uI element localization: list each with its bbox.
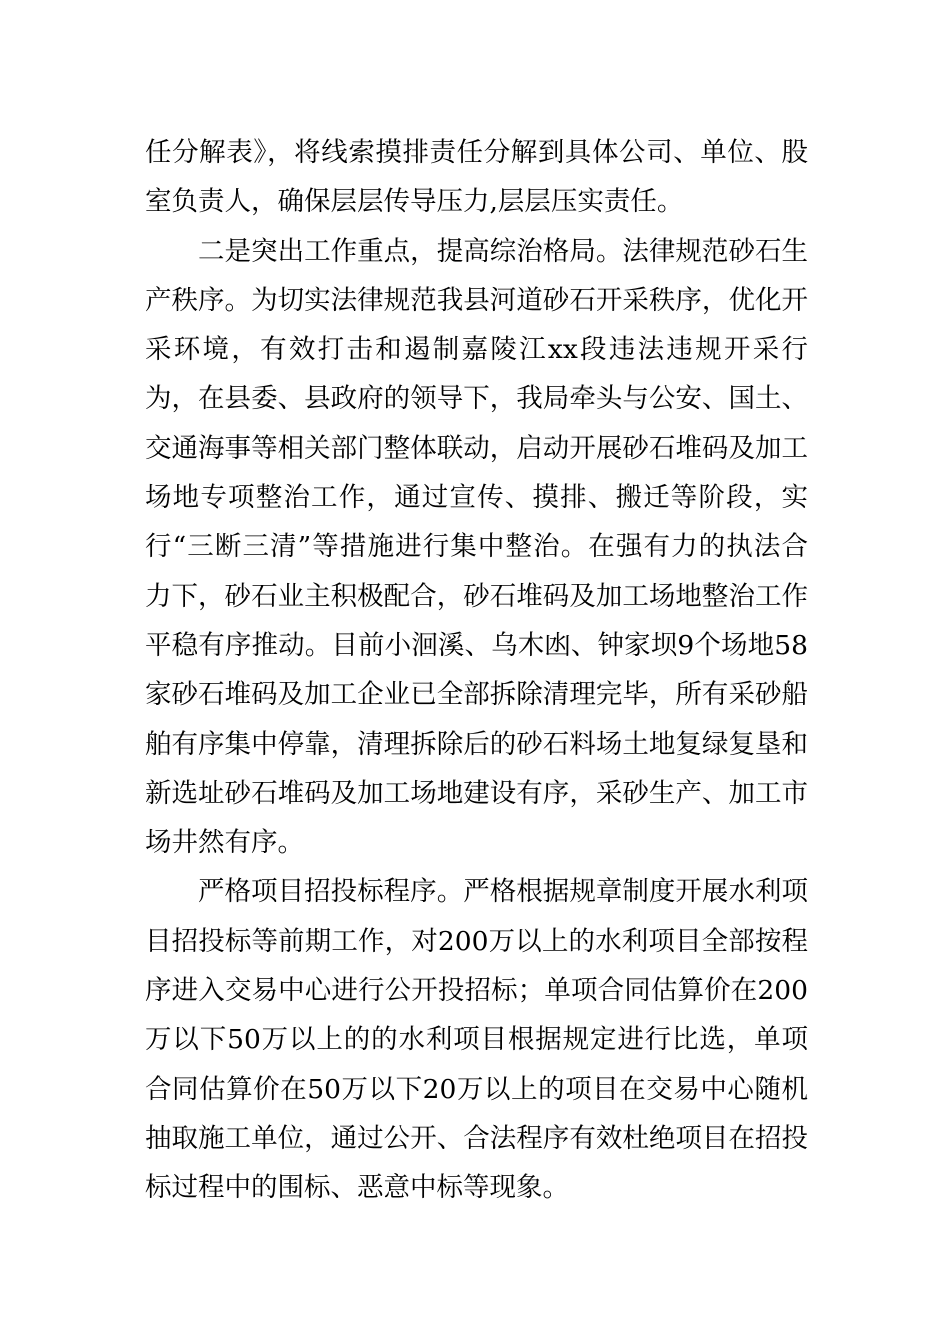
document-body (145, 128, 808, 1213)
paragraph-project-bidding: 严格项目招投标程序。严格根据规章制度开展水利项目招投标等前期工作，对200万以上的水利项目全部按程序进入交易中心进行公开投招标；单项合同估算价在200万以下50万以上的的水利项目根据规定进行比选，单项合同估算价在50万以下20万以上的项目在交易中心随机抽取施工单位，通过公开、合法程序有效杜绝项目在招投标过程中的围标、恶意中标等现象。 (145, 876, 808, 1204)
paragraph-responsibility: 任分解表》，将线索摸排责任分解到具体公司、单位、股室负责人，确保层层传导压力,层层压实责任。 (145, 137, 808, 218)
paragraph-sand-gravel-rectification: 二是突出工作重点，提高综治格局。法律规范砂石生产秩序。为切实法律规范我县河道砂石开采秩序，优化开采环境，有效打击和遏制嘉陵江xx段违法违规开采行为，在县委、县政府的领导下，我局牵头与公安、国土、交通海事等相关部门整体联动，启动开展砂石堆码及加工场地专项整治工作，通过宣传、摸排、搬迁等阶段，实行“三断三清”等措施进行集中整治。在强有力的执法合力下，砂石业主积极配合，砂石堆码及加工场地整治工作平稳有序推动。目前小洄溪、乌木凼、钟家坝9个场地58家砂石堆码及加工企业已全部拆除清理完毕，所有采砂船舶有序集中停靠，清理拆除后的砂石料场土地复绿复垦和新选址砂石堆码及加工场地建设有序，采砂生产、加工市场井然有序。 (145, 235, 808, 859)
